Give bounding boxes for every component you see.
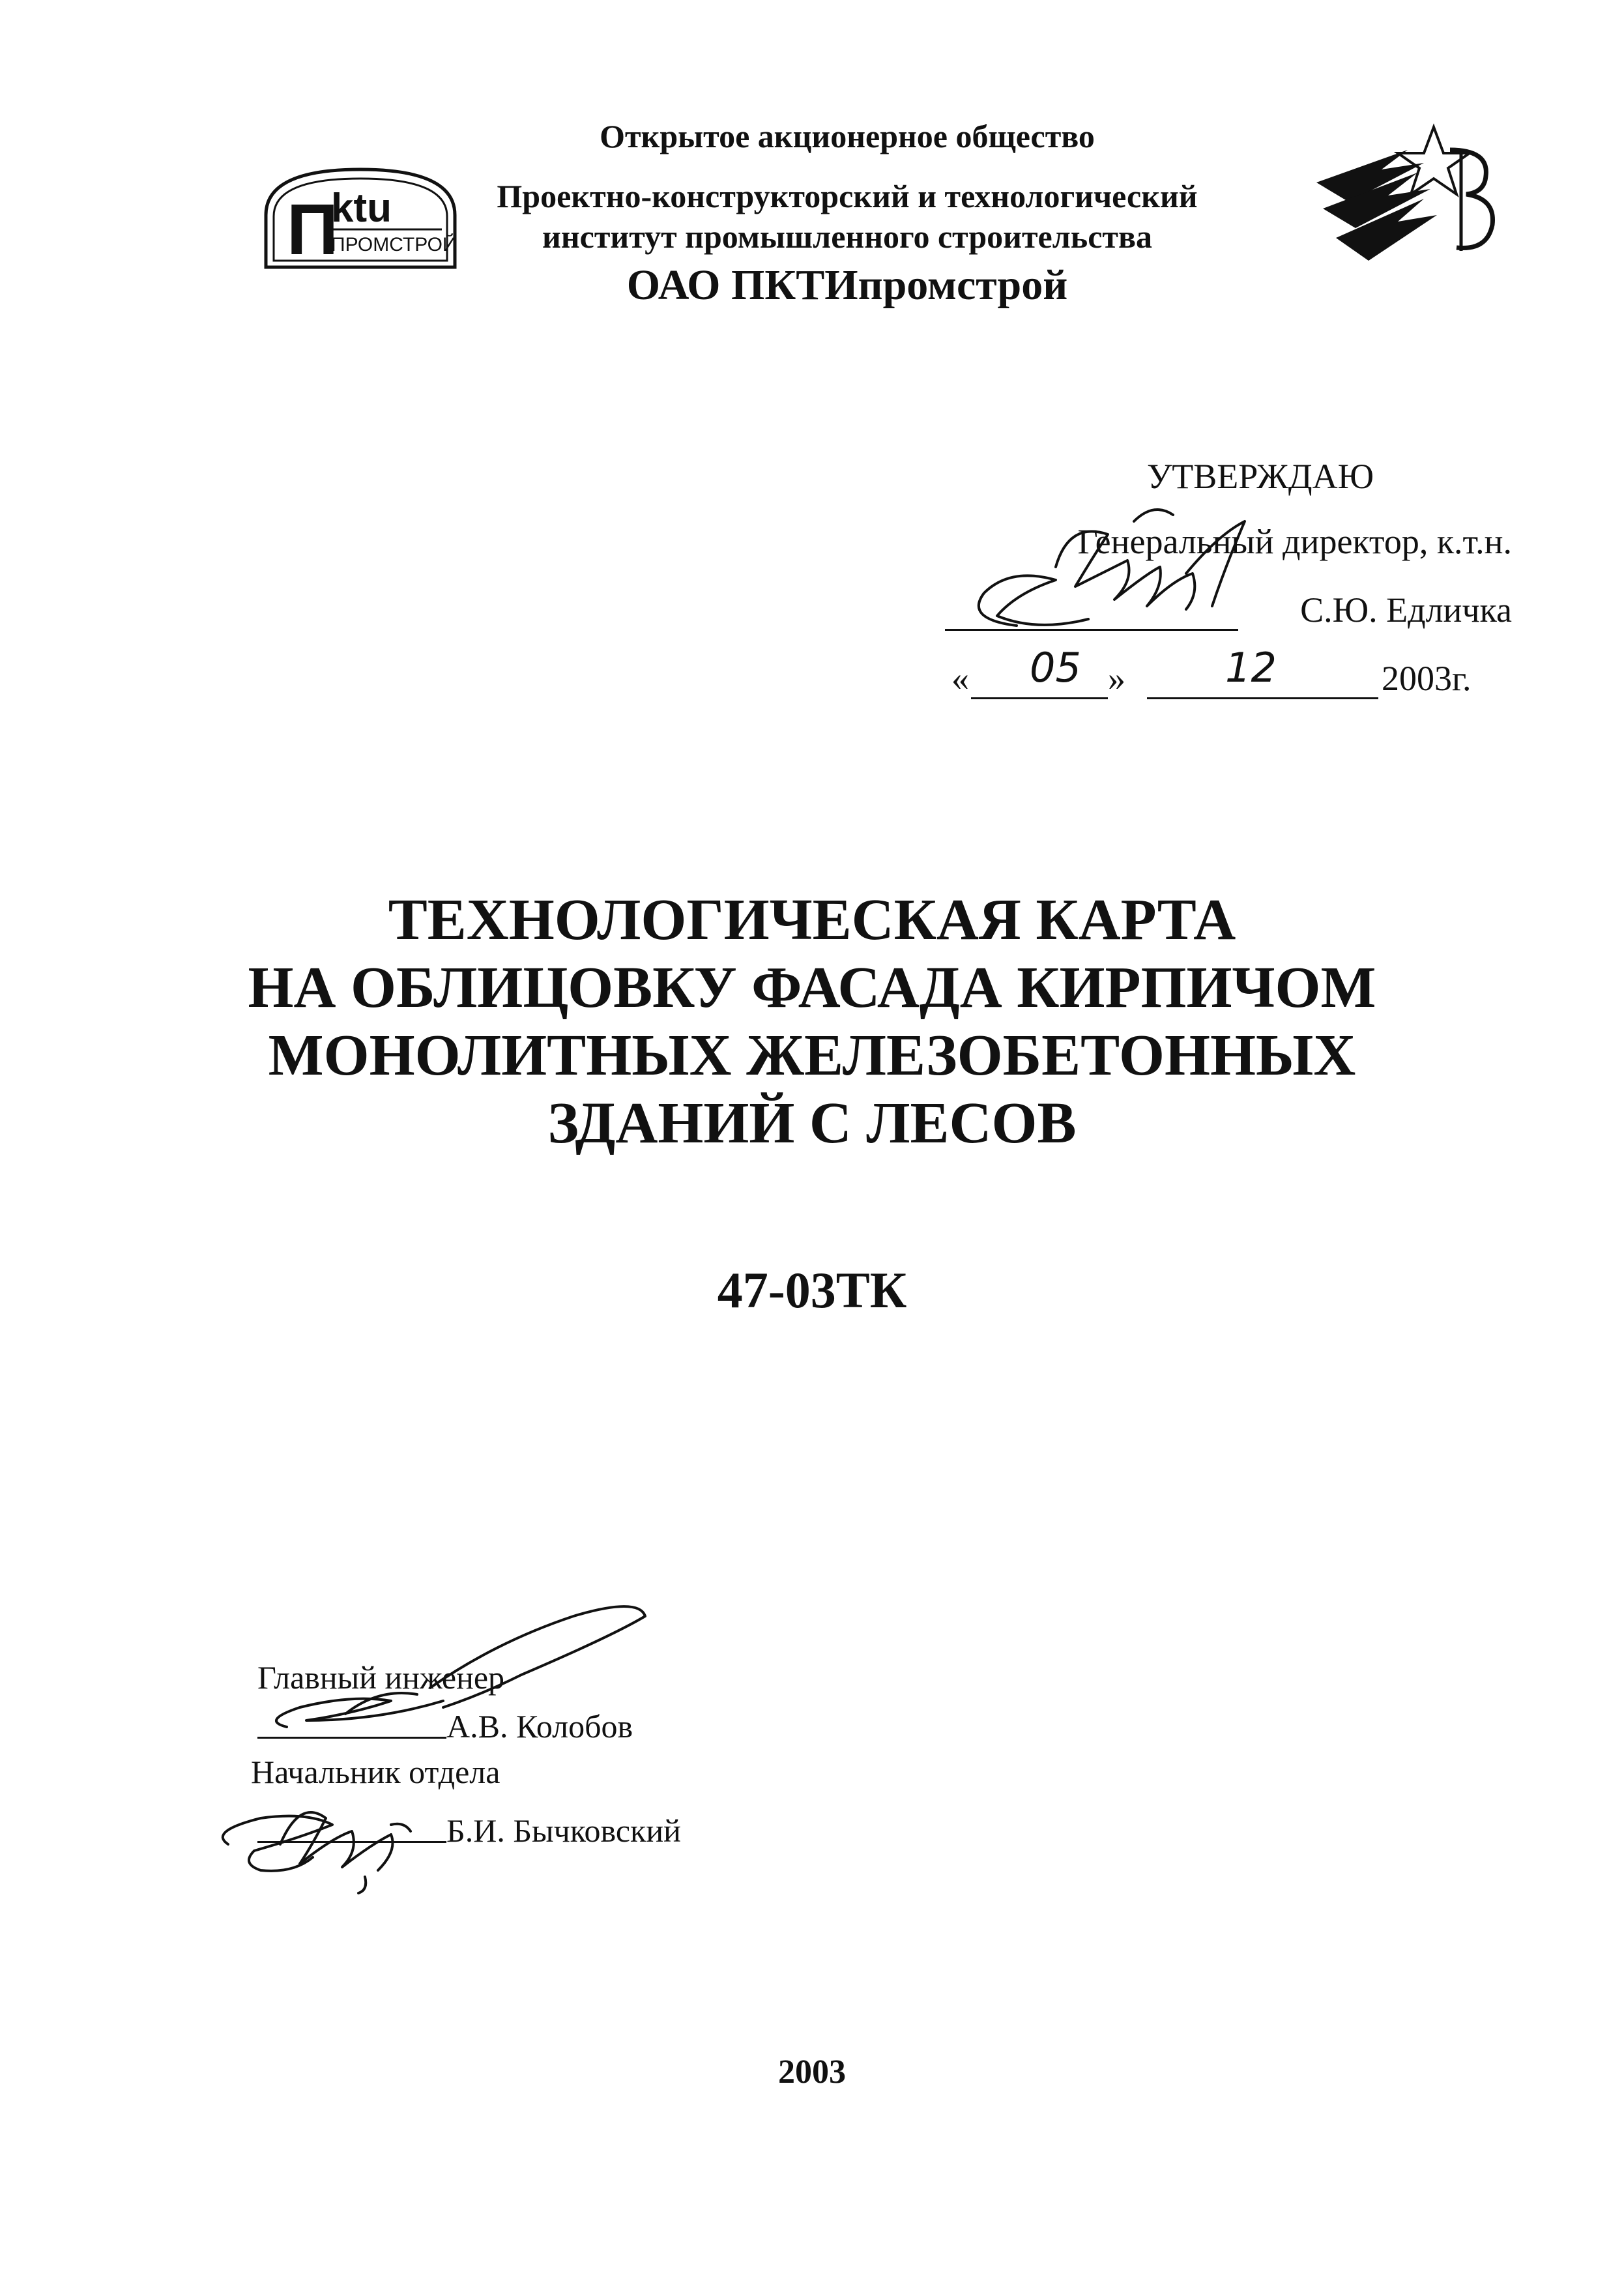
approver-position: Генеральный директор, к.т.н. xyxy=(1077,522,1512,561)
org-name-line1: Проектно-конструкторский и технологический xyxy=(497,178,1198,214)
date-close-quote: » xyxy=(1108,659,1125,698)
chief-engineer-role: Главный инженер xyxy=(257,1659,505,1696)
date-year: 2003г. xyxy=(1382,659,1472,698)
org-short-name: ОАО ПКТИпромстрой xyxy=(626,261,1068,309)
org-name-line2: институт промышленного строительства xyxy=(542,218,1152,255)
document-code: 47-03ТК xyxy=(717,1262,907,1318)
pkti-logo-emblem xyxy=(253,156,468,274)
star-logo xyxy=(1310,111,1505,280)
chief-engineer-name: А.В. Колобов xyxy=(446,1708,633,1745)
document-year: 2003 xyxy=(778,2053,846,2091)
date-day: 05 xyxy=(1030,644,1081,691)
approver-name: С.Ю. Едличка xyxy=(1300,590,1512,630)
department-head-role: Начальник отдела xyxy=(251,1754,500,1790)
day-line xyxy=(971,697,1108,699)
approval-date xyxy=(951,644,1512,710)
approval-heading: УТВЕРЖДАЮ xyxy=(1147,457,1374,496)
logo-top-text: ktu xyxy=(331,186,392,231)
department-head-signature-line xyxy=(257,1841,446,1843)
pkti-logo xyxy=(253,156,468,274)
chief-engineer-signature-line xyxy=(257,1737,446,1739)
org-type: Открытое акционерное общество xyxy=(600,118,1095,154)
title-line: ЗДАНИЙ С ЛЕСОВ xyxy=(547,1091,1077,1155)
month-line xyxy=(1147,697,1378,699)
date-open-quote: « xyxy=(951,659,969,698)
document-title xyxy=(196,886,1428,1157)
star-logo-emblem xyxy=(1310,111,1505,280)
date-month: 12 xyxy=(1225,644,1277,691)
title-line: МОНОЛИТНЫХ ЖЕЛЕЗОБЕТОННЫХ xyxy=(268,1023,1356,1088)
logo-bottom-text: ПРОМСТРОЙ xyxy=(331,234,457,255)
department-head-name: Б.И. Бычковский xyxy=(446,1812,681,1849)
director-signature-line xyxy=(945,629,1238,631)
logo-letter: П xyxy=(287,190,339,270)
title-line: ТЕХНОЛОГИЧЕСКАЯ КАРТА xyxy=(388,888,1236,952)
title-line: НА ОБЛИЦОВКУ ФАСАДА КИРПИЧОМ xyxy=(248,955,1376,1020)
department-head-signature xyxy=(202,1760,437,1896)
